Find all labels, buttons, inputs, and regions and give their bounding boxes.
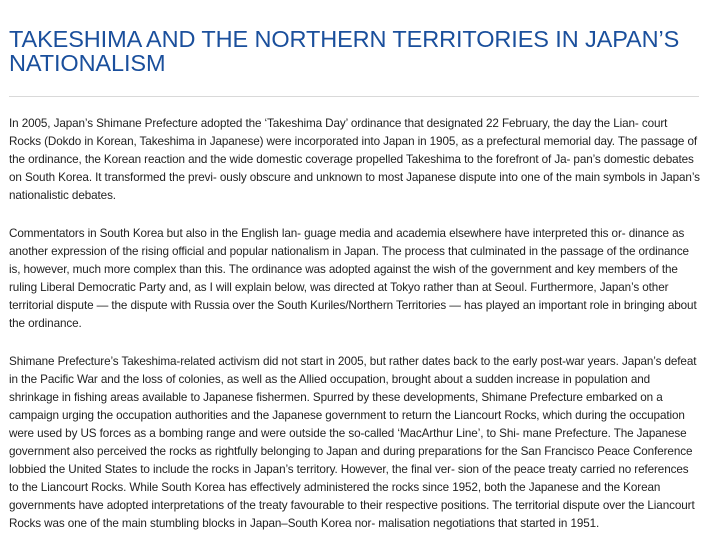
title-divider bbox=[9, 96, 699, 97]
article-body bbox=[9, 115, 701, 553]
paragraph-takeshima-day: In 2005, Japan’s Shimane Prefecture adopted the ‘Takeshima Day’ ordinance that designated 22 February, the day the Lian- court Rocks (Dokdo in Korean, Takeshima in Japanese) were incorporated into Japan in 1905, as a prefectural memorial day. The passage of the ordinance, the Korean reaction and the wide domestic coverage propelled Takeshima to the forefront of Ja- pan’s domestic debates on South Korea. It transformed the previ- ously obscure and unknown to most Japanese dispute into one of the main symbols in Japan’s nationalistic debates. bbox=[9, 117, 700, 202]
article-title: TAKESHIMA AND THE NORTHERN TERRITORIES IN JAPAN’S NATIONALISM bbox=[9, 26, 680, 76]
paragraph-commentators: Commentators in South Korea but also in the English lan- guage media and academia elsewhere have interpreted this or- dinance as another expression of the rising official and popular nationalism in Japan. The process that culminated in the passage of the ordinance is, however, much more complex than this. The ordinance was adopted against the wish of the government and key members of the ruling Liberal Democratic Party and, as I will explain below, was directed at Tokyo rather than at Seoul. Furthermore, Japan’s other territorial dispute — the dispute with Russia over the South Kuriles/Northern Territories — has played an important role in bringing about the ordinance. bbox=[9, 227, 697, 330]
paragraph-shimane-activism: Shimane Prefecture’s Takeshima-related activism did not start in 2005, but rather dates back to the early post-war years. Japan’s defeat in the Pacific War and the loss of colonies, as well as the Allied occupation, brought about a sudden increase in population and shrinkage in fishing areas available to Japanese fishermen. Spurred by these developments, Shimane Prefecture embarked on a campaign urging the occupation authorities and the Japanese government to return the Liancourt Rocks, which during the occupation were used by US forces as a bombing range and were outside the so-called ‘MacArthur Line’, to Shi- mane Prefecture. The Japanese government also perceived the rocks as rightfully belonging to Japan and during preparations for the San Francisco Peace Conference lobbied the United States to include the rocks in Japan’s territory. However, the final ver- sion of the peace treaty carried no references to the Liancourt Rocks. While South Korea has effectively administered the rocks since 1952, both the Japanese and the Korean governments have adopted interpretations of the treaty favourable to their respective positions. The territorial dispute over the Liancourt Rocks was one of the main stumbling blocks in Japan–South Korea nor- malisation negotiations that started in 1951. bbox=[9, 355, 697, 530]
